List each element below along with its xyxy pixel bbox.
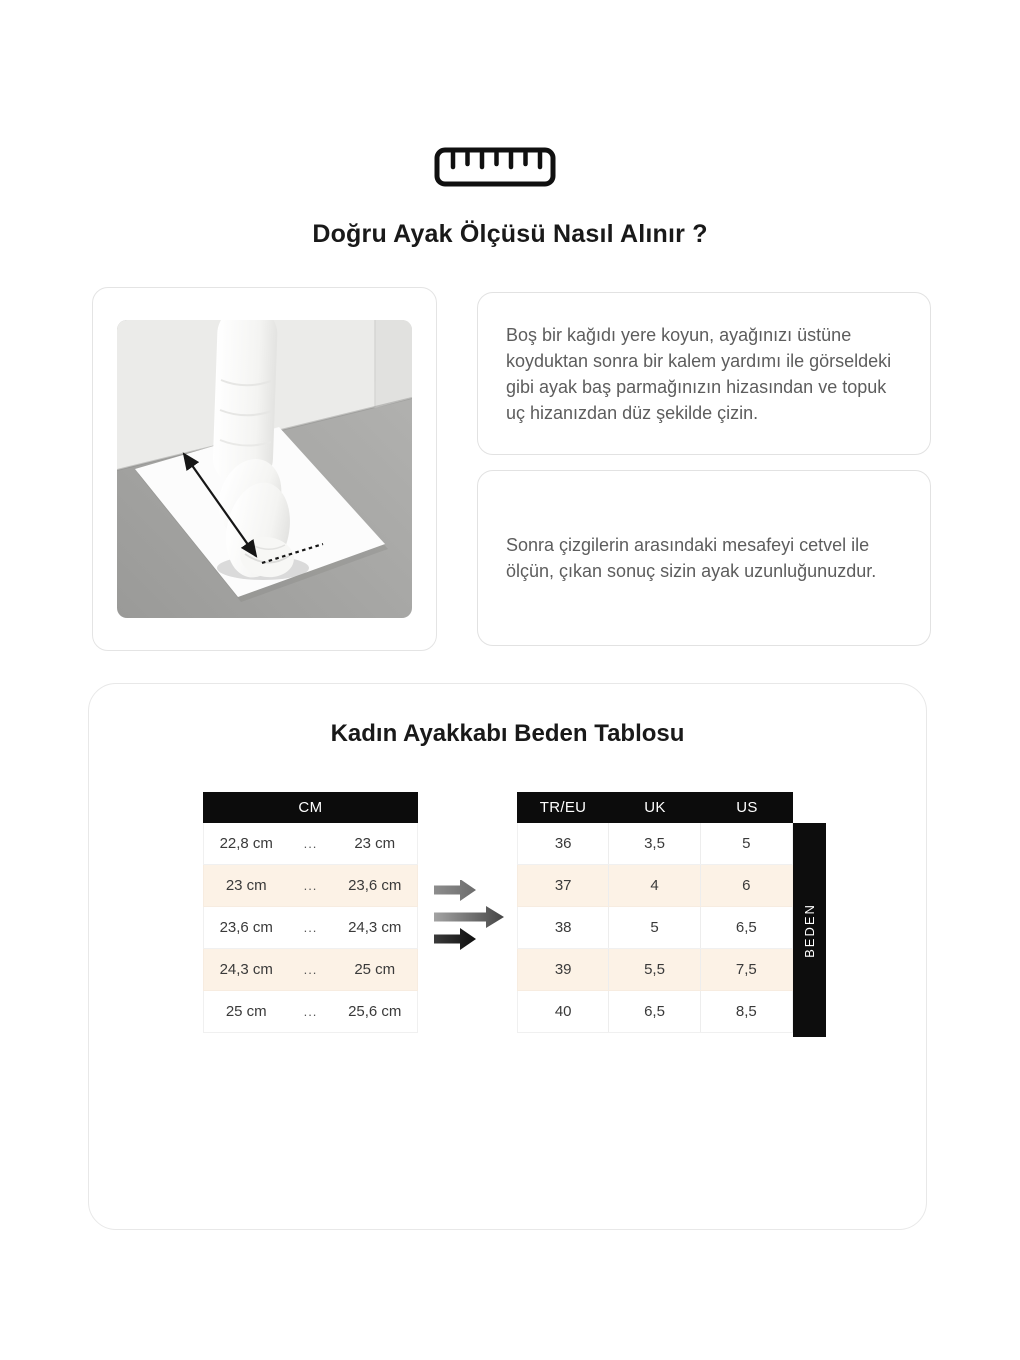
- size-cell: 5: [609, 907, 700, 948]
- measure-photo-card: [92, 287, 437, 651]
- row-separator: ...: [303, 962, 318, 977]
- size-header-uk: UK: [644, 799, 666, 816]
- size-header-us: US: [736, 799, 758, 816]
- size-cell: 5,5: [609, 949, 700, 990]
- size-cell: 6: [742, 877, 751, 894]
- cm-table: [203, 792, 418, 1033]
- cm-value-from: 24,3 cm: [219, 961, 273, 978]
- table-row: [517, 949, 793, 991]
- cm-value-to: 25,6 cm: [348, 1003, 402, 1020]
- page-title: Doğru Ayak Ölçüsü Nasıl Alınır ?: [312, 220, 708, 248]
- size-cell: 38: [518, 907, 609, 948]
- foot-measure-photo: [117, 320, 412, 618]
- size-table: [517, 792, 793, 1033]
- cm-value-from: 25 cm: [225, 1003, 267, 1020]
- cm-value-from: 23 cm: [225, 877, 267, 894]
- table-row: [517, 991, 793, 1033]
- table-row: [203, 907, 418, 949]
- cm-header-label: CM: [298, 799, 323, 816]
- table-row: [203, 823, 418, 865]
- instruction-text-step-2: Sonra çizgilerin arasındaki mesafeyi cetvel ile ölçün, çıkan sonuç sizin ayak uzunluğunuzdur.: [506, 535, 877, 581]
- size-table-header: [517, 792, 793, 823]
- beden-side-label: BEDEN: [793, 823, 826, 1037]
- size-cell: 8,5: [735, 1003, 757, 1020]
- size-cell: 40: [518, 991, 609, 1032]
- row-separator: ...: [303, 920, 318, 935]
- cm-value-to: 24,3 cm: [348, 919, 402, 936]
- size-cell: 4: [609, 865, 700, 906]
- size-cell: 3,5: [609, 823, 700, 864]
- table-row: [517, 865, 793, 907]
- size-cell: 39: [518, 949, 609, 990]
- cm-value-to: 23,6 cm: [348, 877, 402, 894]
- size-cell: 5: [742, 835, 751, 852]
- table-row: [203, 949, 418, 991]
- row-separator: ...: [303, 1004, 318, 1019]
- table-row: [517, 823, 793, 865]
- size-cell: 37: [518, 865, 609, 906]
- size-chart-title: Kadın Ayakkabı Beden Tablosu: [330, 720, 685, 747]
- table-row: [203, 865, 418, 907]
- cm-value-from: 23,6 cm: [219, 919, 273, 936]
- size-header-treu: TR/EU: [539, 799, 587, 816]
- instruction-text-step-1: Boş bir kağıdı yere koyun, ayağınızı üstüne koyduktan sonra bir kalem yardımı ile görseldeki gibi ayak baş parmağınızın hizasından ve topuk uç hizanızdan düz şekilde çizin.: [506, 324, 892, 423]
- size-cell: 7,5: [735, 961, 757, 978]
- ruler-icon: [434, 147, 556, 192]
- row-separator: ...: [303, 878, 318, 893]
- size-cell: 36: [518, 823, 609, 864]
- instruction-card-step-2: [477, 470, 931, 646]
- instruction-card-step-1: [477, 292, 931, 455]
- row-separator: ...: [303, 836, 318, 851]
- cm-value-from: 22,8 cm: [219, 835, 273, 852]
- cm-value-to: 23 cm: [354, 835, 396, 852]
- table-row: [203, 991, 418, 1033]
- size-cell: 6,5: [735, 919, 757, 936]
- cm-value-to: 25 cm: [354, 961, 396, 978]
- cm-table-header: [203, 792, 418, 823]
- size-chart-card: [88, 683, 927, 1230]
- size-cell: 6,5: [609, 991, 700, 1032]
- table-row: [517, 907, 793, 949]
- conversion-arrows-icon: [434, 880, 506, 957]
